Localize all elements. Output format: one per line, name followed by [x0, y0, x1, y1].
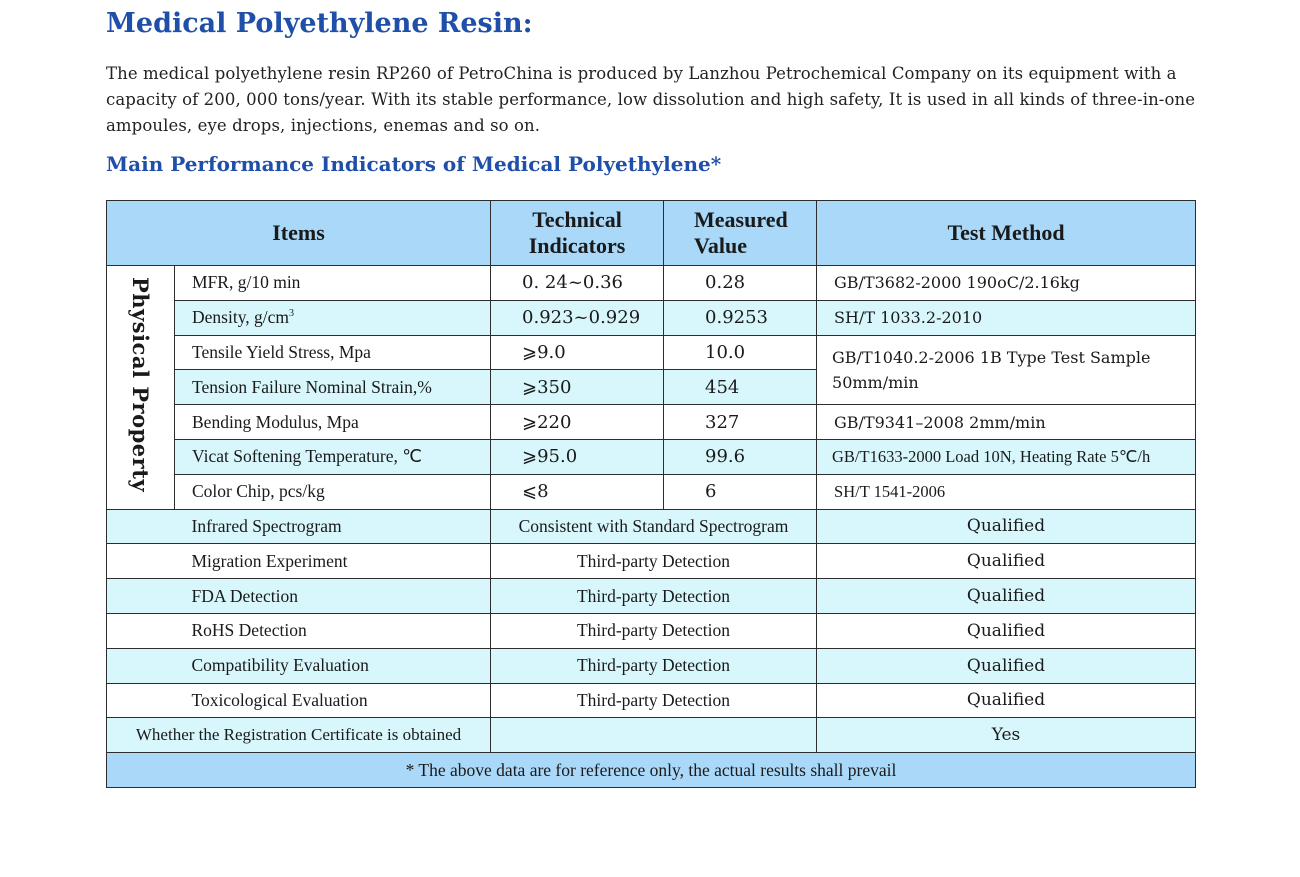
- detail-cell: Third-party Detection: [491, 579, 817, 614]
- table-row-registration: [107, 718, 1196, 753]
- table-row: [107, 579, 1196, 614]
- measured-cell: 0.9253: [664, 300, 817, 335]
- header-measured: Measured Value: [664, 201, 817, 266]
- technical-cell: ⩾9.0: [491, 335, 664, 370]
- table-header-row: [107, 201, 1196, 266]
- performance-table: [106, 200, 1196, 788]
- blank-cell: [107, 509, 175, 544]
- result-cell: Qualified: [817, 509, 1196, 544]
- table-row: [107, 300, 1196, 335]
- table-row: [107, 439, 1196, 474]
- result-cell: Qualified: [817, 683, 1196, 718]
- item-cell: Migration Experiment: [175, 544, 491, 579]
- blank-cell: [107, 579, 175, 614]
- detail-cell: Third-party Detection: [491, 544, 817, 579]
- group-label-cell: [107, 266, 175, 510]
- footnote: * The above data are for reference only, the actual results shall prevail: [107, 753, 1196, 788]
- item-cell: MFR, g/10 min: [175, 266, 491, 301]
- technical-cell: ⩾95.0: [491, 439, 664, 474]
- item-cell: Toxicological Evaluation: [175, 683, 491, 718]
- header-technical: Technical Indicators: [491, 201, 664, 266]
- detail-cell: Third-party Detection: [491, 648, 817, 683]
- item-cell: Infrared Spectrogram: [175, 509, 491, 544]
- method-cell: SH/T 1541-2006: [817, 474, 1196, 509]
- result-cell: Qualified: [817, 613, 1196, 648]
- item-cell: Tension Failure Nominal Strain,%: [175, 370, 491, 405]
- table-row: [107, 266, 1196, 301]
- blank-cell: [107, 648, 175, 683]
- page-title: Medical Polyethylene Resin:: [106, 8, 533, 39]
- table-row: [107, 405, 1196, 440]
- measured-cell: 99.6: [664, 439, 817, 474]
- method-cell: SH/T 1033.2-2010: [817, 300, 1196, 335]
- result-cell: Qualified: [817, 544, 1196, 579]
- intro-paragraph: The medical polyethylene resin RP260 of PetroChina is produced by Lanzhou Petrochemical Company on its equipment with a capacity of 200, 000 tons/year. With its stable performance, low dissolution and high safety, It is used in all kinds of three-in-one ampoules, eye drops, injections, enemas and so on.: [106, 64, 1196, 135]
- header-items: Items: [107, 201, 491, 266]
- item-cell: Vicat Softening Temperature, ℃: [175, 439, 491, 474]
- item-cell: Tensile Yield Stress, Mpa: [175, 335, 491, 370]
- technical-cell: 0. 24~0.36: [491, 266, 664, 301]
- detail-cell: Third-party Detection: [491, 613, 817, 648]
- result-cell: Qualified: [817, 579, 1196, 614]
- method-cell: GB/T1633-2000 Load 10N, Heating Rate 5℃/h: [817, 439, 1196, 474]
- item-cell: Density, $g/cm^3$: [175, 300, 491, 335]
- item-cell: Color Chip, pcs/kg: [175, 474, 491, 509]
- method-cell: GB/T1040.2-2006 1B Type Test Sample 50mm/min: [817, 335, 1196, 405]
- technical-cell: ⩽8: [491, 474, 664, 509]
- detail-cell: Consistent with Standard Spectrogram: [491, 509, 817, 544]
- result-cell: Yes: [817, 718, 1196, 753]
- table-row: [107, 648, 1196, 683]
- method-cell: GB/T3682-2000 190oC/2.16kg: [817, 266, 1196, 301]
- detail-cell: Third-party Detection: [491, 683, 817, 718]
- measured-cell: 454: [664, 370, 817, 405]
- item-cell: Compatibility Evaluation: [175, 648, 491, 683]
- method-cell: GB/T9341–2008 2mm/min: [817, 405, 1196, 440]
- detail-cell: [491, 718, 817, 753]
- table-row: [107, 613, 1196, 648]
- measured-cell: 6: [664, 474, 817, 509]
- measured-cell: 327: [664, 405, 817, 440]
- technical-cell: ⩾350: [491, 370, 664, 405]
- table-row: [107, 544, 1196, 579]
- section-subtitle: Main Performance Indicators of Medical Polyethylene*: [106, 152, 722, 176]
- blank-cell: [107, 544, 175, 579]
- measured-cell: 10.0: [664, 335, 817, 370]
- measured-cell: 0.28: [664, 266, 817, 301]
- superscript: 3: [289, 308, 295, 320]
- technical-cell: 0.923~0.929: [491, 300, 664, 335]
- header-method: Test Method: [817, 201, 1196, 266]
- table-footnote-row: [107, 753, 1196, 788]
- blank-cell: [107, 613, 175, 648]
- item-cell: Whether the Registration Certificate is obtained: [107, 718, 491, 753]
- table-row: [107, 474, 1196, 509]
- item-cell: Bending Modulus, Mpa: [175, 405, 491, 440]
- item-cell: FDA Detection: [175, 579, 491, 614]
- item-cell: RoHS Detection: [175, 613, 491, 648]
- table-row: [107, 683, 1196, 718]
- blank-cell: [107, 683, 175, 718]
- table-row: [107, 335, 1196, 370]
- table-row: [107, 509, 1196, 544]
- result-cell: Qualified: [817, 648, 1196, 683]
- group-label: Physical Property: [128, 277, 153, 493]
- technical-cell: ⩾220: [491, 405, 664, 440]
